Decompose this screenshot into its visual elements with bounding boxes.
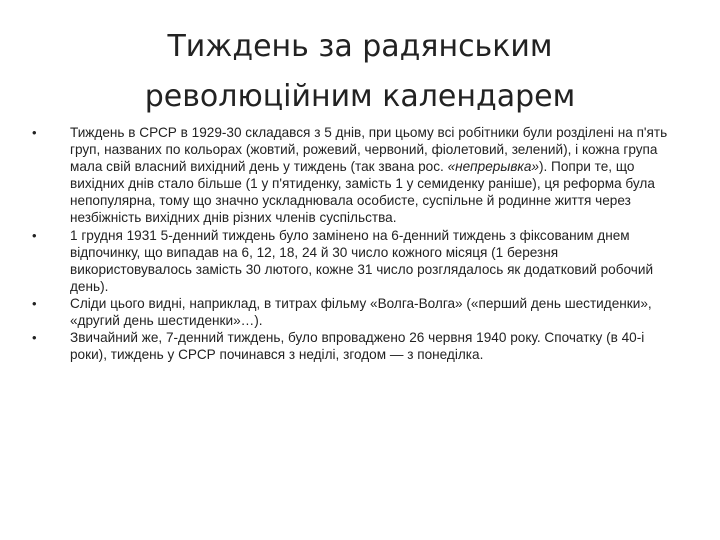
bullet-item-3	[32, 295, 680, 329]
bullet-text-part: ). Попри те, що вихідних днів стало більше (1 у п'ятиденку, замість 1 у семиденку раніше), ця реформа була непопулярна, тому що значно ускладнювала особисте, суспільне й родинне життя через незбіжність вихідних днів різних членів суспільства.	[70, 159, 655, 226]
slide-title	[60, 22, 660, 122]
bullet-text: Сліди цього видні, наприклад, в титрах фільму «Волга-Волга» («перший день шестиденки», «другий день шестиденки»…).	[70, 295, 652, 329]
bullet-text: 1 грудня 1931 5-денний тиждень було замінено на 6-денний тиждень з фіксованим днем відпочинку, що випадав на 6, 12, 18, 24 й 30 число кожного місяця (1 березня використовувалось замість 30 лютого, кожне 31 число розглядалось як додатковий робочий день).	[70, 227, 654, 294]
bullet-glyph: •	[32, 125, 37, 140]
bullet-list	[32, 124, 680, 363]
slide-title-line-2: революційним календарем	[144, 79, 576, 114]
bullet-text-italic: «непрерывка»	[447, 159, 539, 175]
bullet-glyph: •	[32, 295, 37, 311]
bullet-text	[70, 125, 667, 225]
bullet-item-2	[32, 227, 680, 295]
slide-title-line-1: Тиждень за радянським	[167, 29, 553, 64]
bullet-glyph: •	[32, 227, 37, 243]
bullet-glyph: •	[32, 330, 37, 346]
bullet-text: Звичайний же, 7-денний тиждень, було впроваджено 26 червня 1940 року. Спочатку (в 40-і роки), тиждень у СРСР починався з неділі, згодом — з понеділка.	[70, 330, 645, 363]
bullet-text-part: Тиждень в СРСР в 1929-30 складався з 5 днів, при цьому всі робітники були розділені на п'ять груп, названих по кольорах (жовтий, рожевий, червоний, фіолетовий, зелений), і кожна група мала свій власний вихідний день у тиждень (так звана рос.	[70, 125, 668, 175]
bullet-item-4	[32, 329, 680, 363]
bullet-item-1	[32, 124, 680, 227]
